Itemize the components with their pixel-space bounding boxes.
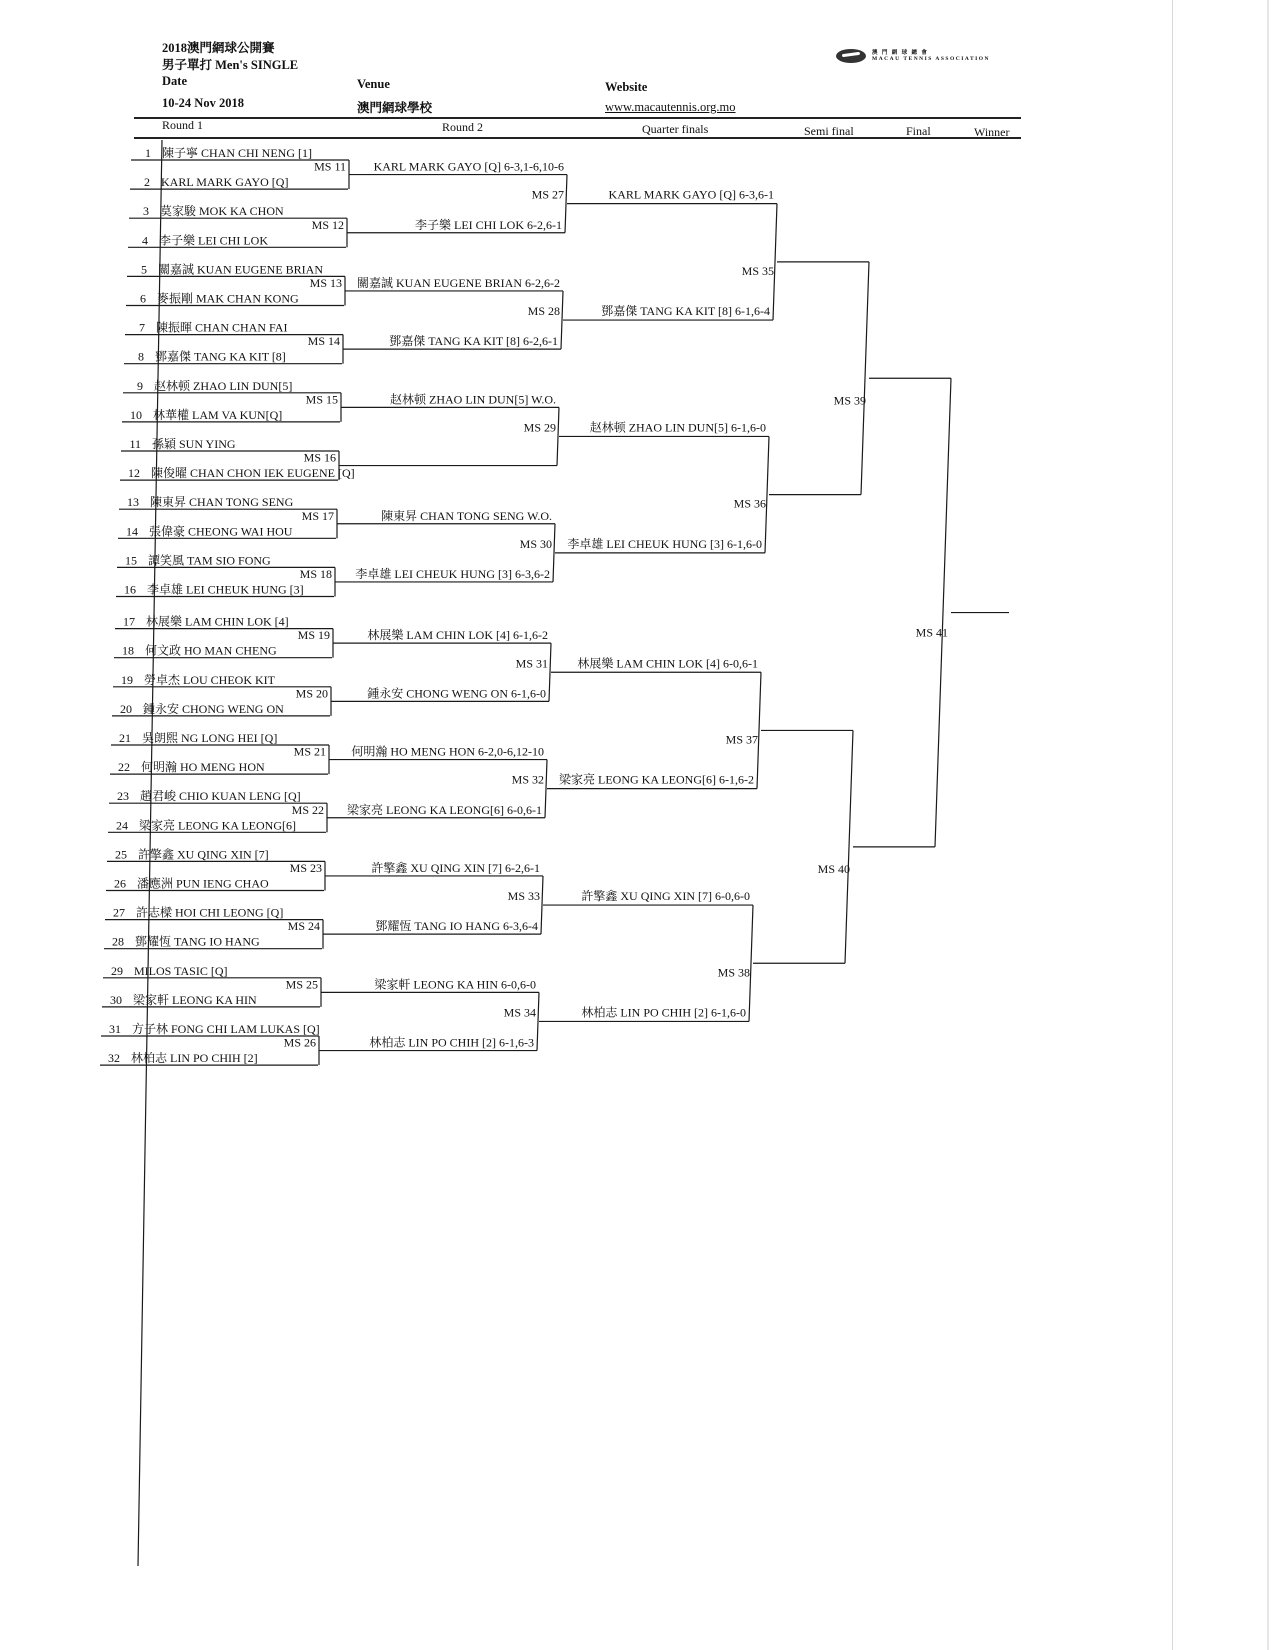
round2-result: 林柏志 LIN PO CHIH [2] 6-1,6-3 xyxy=(369,1035,534,1050)
seed-number: 16 xyxy=(124,582,136,597)
match-connector xyxy=(765,436,769,552)
match-label: MS 19 xyxy=(297,628,330,643)
round2-result: 許擎鑫 XU QING XIN [7] 6-2,6-1 xyxy=(371,860,540,875)
match-label: MS 34 xyxy=(503,1005,536,1020)
quarterfinal-result: 許擎鑫 XU QING XIN [7] 6-0,6-0 xyxy=(581,889,750,904)
seed-number: 15 xyxy=(125,553,137,568)
quarterfinal-result: 梁家亮 LEONG KA LEONG[6] 6-1,6-2 xyxy=(559,772,754,787)
seed-number: 21 xyxy=(119,731,131,745)
round2-result: 鄧嘉傑 TANG KA KIT [8] 6-2,6-1 xyxy=(389,334,558,349)
seed-number: 23 xyxy=(117,789,129,804)
player-name: 潘應洲 PUN IENG CHAO xyxy=(137,876,269,891)
match-connector xyxy=(545,760,547,818)
match-connector xyxy=(861,262,869,495)
website-label: Website xyxy=(605,80,648,94)
match-label: MS 21 xyxy=(293,744,326,759)
match-label: MS 33 xyxy=(507,889,540,904)
round2-result: 何明瀚 HO MENG HON 6-2,0-6,12-10 xyxy=(351,744,544,759)
match-label: MS 13 xyxy=(309,275,342,290)
player-name: 莫家駿 MOK KA CHON xyxy=(160,204,284,219)
column-quarterfinals: Quarter finals xyxy=(642,122,709,136)
player-name: 林柏志 LIN PO CHIH [2] xyxy=(131,1051,258,1066)
round2-result: 李子樂 LEI CHI LOK 6-2,6-1 xyxy=(415,217,562,232)
match-label: MS 24 xyxy=(287,919,320,934)
column-round1: Round 1 xyxy=(162,118,204,132)
seed-number: 8 xyxy=(138,349,144,364)
match-connector xyxy=(549,643,551,701)
column-final: Final xyxy=(906,124,931,138)
seed-number: 12 xyxy=(128,466,140,481)
seed-number: 26 xyxy=(114,876,126,891)
player-name: MILOS TASIC [Q] xyxy=(134,963,228,978)
seed-number: 17 xyxy=(123,614,135,629)
player-name: 勞卓杰 LOU CHEOK KIT xyxy=(144,672,275,687)
player-name: 譚笑風 TAM SIO FONG xyxy=(148,553,271,568)
match-label: MS 30 xyxy=(519,536,552,551)
seed-number: 24 xyxy=(116,818,128,833)
match-connector xyxy=(773,204,777,320)
quarterfinal-result: 林柏志 LIN PO CHIH [2] 6-1,6-0 xyxy=(581,1005,746,1020)
date-value: 10-24 Nov 2018 xyxy=(162,96,244,110)
player-name: 陳子寧 CHAN CHI NENG [1] xyxy=(162,146,312,160)
match-label: MS 28 xyxy=(527,304,560,319)
column-semifinal: Semi final xyxy=(804,124,854,138)
seed-number: 11 xyxy=(129,437,141,451)
date-label: Date xyxy=(162,74,187,88)
seed-number: 6 xyxy=(140,291,146,306)
player-name: 方子林 FONG CHI LAM LUKAS [Q] xyxy=(132,1022,320,1036)
seed-number: 3 xyxy=(143,204,149,219)
player-name: 吳朗熙 NG LONG HEI [Q] xyxy=(142,731,278,745)
quarterfinal-result: 李卓雄 LEI CHEUK HUNG [3] 6-1,6-0 xyxy=(567,536,762,551)
match-connector xyxy=(845,730,853,963)
player-name: 梁家亮 LEONG KA LEONG[6] xyxy=(139,818,296,833)
seed-number: 22 xyxy=(118,760,130,775)
round2-result: 鄧耀恆 TANG IO HANG 6-3,6-4 xyxy=(375,919,538,934)
seed-number: 18 xyxy=(122,643,134,658)
match-connector xyxy=(757,672,761,788)
seed-number: 2 xyxy=(144,175,150,190)
seed-number: 27 xyxy=(113,905,125,920)
seed-number: 1 xyxy=(145,146,151,160)
player-name: 赵林顿 ZHAO LIN DUN[5] xyxy=(154,378,293,393)
match-connector xyxy=(553,524,555,582)
player-name: 陳東昇 CHAN TONG SENG xyxy=(150,495,294,510)
match-label: MS 40 xyxy=(817,861,850,876)
match-label: MS 37 xyxy=(725,732,758,747)
match-label: MS 15 xyxy=(305,392,338,407)
match-label: MS 27 xyxy=(531,187,564,202)
column-winner: Winner xyxy=(974,125,1010,139)
seed-number: 30 xyxy=(110,992,122,1007)
website-link[interactable]: www.macautennis.org.mo xyxy=(605,100,736,114)
player-name: 梁家軒 LEONG KA HIN xyxy=(133,992,257,1007)
column-round2: Round 2 xyxy=(442,120,484,134)
player-name: 鍾永安 CHONG WENG ON xyxy=(143,701,284,716)
round2-result: 梁家軒 LEONG KA HIN 6-0,6-0 xyxy=(374,977,536,992)
seed-number: 32 xyxy=(108,1051,120,1066)
match-label: MS 41 xyxy=(915,625,948,640)
match-label: MS 38 xyxy=(717,965,750,980)
match-label: MS 31 xyxy=(515,656,548,671)
match-label: MS 29 xyxy=(523,420,556,435)
match-label: MS 26 xyxy=(283,1035,316,1050)
event-subtitle: 男子單打 Men's SINGLE xyxy=(162,58,299,72)
round2-result: 鍾永安 CHONG WENG ON 6-1,6-0 xyxy=(367,686,546,701)
match-connector xyxy=(561,291,563,349)
match-label: MS 14 xyxy=(307,334,340,349)
round2-result: 關嘉誠 KUAN EUGENE BRIAN 6-2,6-2 xyxy=(357,275,560,290)
match-connector xyxy=(565,175,567,233)
player-name: 陳俊曜 CHAN CHON IEK EUGENE [Q] xyxy=(151,466,355,481)
player-name: 李卓雄 LEI CHEUK HUNG [3] xyxy=(147,582,304,597)
seed-number: 20 xyxy=(120,701,132,716)
match-label: MS 25 xyxy=(285,977,318,992)
match-label: MS 35 xyxy=(741,263,774,278)
match-label: MS 20 xyxy=(295,686,328,701)
match-connector xyxy=(557,407,559,465)
tournament-title: 2018澳門網球公開賽 xyxy=(162,41,275,55)
player-name: 許志樑 HOI CHI LEONG [Q] xyxy=(136,905,284,920)
seed-number: 14 xyxy=(126,524,138,539)
seed-number: 13 xyxy=(127,495,139,510)
match-connector xyxy=(749,905,753,1021)
seed-number: 19 xyxy=(121,672,133,687)
seed-number: 25 xyxy=(115,847,127,862)
player-name: KARL MARK GAYO [Q] xyxy=(161,175,289,190)
player-name: 鄧耀恆 TANG IO HANG xyxy=(135,934,260,949)
player-name: 何明瀚 HO MENG HON xyxy=(141,760,265,775)
round2-result: 赵林顿 ZHAO LIN DUN[5] W.O. xyxy=(390,392,556,407)
match-label: MS 32 xyxy=(511,772,544,787)
venue-label: Venue xyxy=(357,77,390,91)
seed-number: 29 xyxy=(111,963,123,978)
match-label: MS 36 xyxy=(733,496,766,511)
quarterfinal-result: KARL MARK GAYO [Q] 6-3,6-1 xyxy=(608,187,774,202)
player-name: 孫穎 SUN YING xyxy=(152,437,236,451)
logo-text-cn: 澳 門 網 球 總 會 xyxy=(872,50,929,56)
player-name: 許擎鑫 XU QING XIN [7] xyxy=(138,847,269,862)
round2-result: KARL MARK GAYO [Q] 6-3,1-6,10-6 xyxy=(373,159,564,174)
player-name: 李子樂 LEI CHI LOK xyxy=(159,233,268,248)
match-label: MS 23 xyxy=(289,860,322,875)
match-connector xyxy=(935,378,951,847)
round2-result: 梁家亮 LEONG KA LEONG[6] 6-0,6-1 xyxy=(347,802,542,817)
logo-text-en: MACAU TENNIS ASSOCIATION xyxy=(872,56,991,62)
match-label: MS 18 xyxy=(299,566,332,581)
match-connector xyxy=(541,876,543,934)
player-name: 陳振暉 CHAN CHAN FAI xyxy=(156,320,288,335)
seed-number: 5 xyxy=(141,262,147,277)
round2-result: 林展樂 LAM CHIN LOK [4] 6-1,6-2 xyxy=(367,628,548,643)
player-name: 趙君峻 CHIO KUAN LENG [Q] xyxy=(140,789,301,804)
player-name: 關嘉誠 KUAN EUGENE BRIAN xyxy=(158,262,323,277)
player-name: 麥振剛 MAK CHAN KONG xyxy=(157,291,299,306)
player-name: 張偉豪 CHEONG WAI HOU xyxy=(149,524,293,539)
quarterfinal-result: 赵林顿 ZHAO LIN DUN[5] 6-1,6-0 xyxy=(589,420,766,435)
seed-number: 28 xyxy=(112,934,124,949)
round2-result: 李卓雄 LEI CHEUK HUNG [3] 6-3,6-2 xyxy=(355,566,550,581)
match-label: MS 22 xyxy=(291,802,324,817)
seed-number: 31 xyxy=(109,1022,121,1036)
match-label: MS 39 xyxy=(833,393,866,408)
seed-number: 9 xyxy=(137,378,143,393)
seed-number: 4 xyxy=(142,233,148,248)
match-label: MS 16 xyxy=(303,450,336,465)
venue-value: 澳門網球學校 xyxy=(357,101,433,115)
seed-number: 7 xyxy=(139,320,145,335)
player-name: 林展樂 LAM CHIN LOK [4] xyxy=(146,614,289,629)
seed-number: 10 xyxy=(130,407,142,422)
match-label: MS 17 xyxy=(301,508,334,523)
match-label: MS 12 xyxy=(311,217,344,232)
quarterfinal-result: 鄧嘉傑 TANG KA KIT [8] 6-1,6-4 xyxy=(601,304,770,319)
quarterfinal-result: 林展樂 LAM CHIN LOK [4] 6-0,6-1 xyxy=(577,656,758,671)
player-name: 何文政 HO MAN CHENG xyxy=(145,643,277,658)
player-name: 林華權 LAM VA KUN[Q] xyxy=(153,407,283,422)
match-label: MS 11 xyxy=(314,159,346,174)
match-connector xyxy=(537,992,539,1050)
round2-result: 陳東昇 CHAN TONG SENG W.O. xyxy=(381,508,552,523)
player-name: 鄧嘉傑 TANG KA KIT [8] xyxy=(155,349,286,364)
